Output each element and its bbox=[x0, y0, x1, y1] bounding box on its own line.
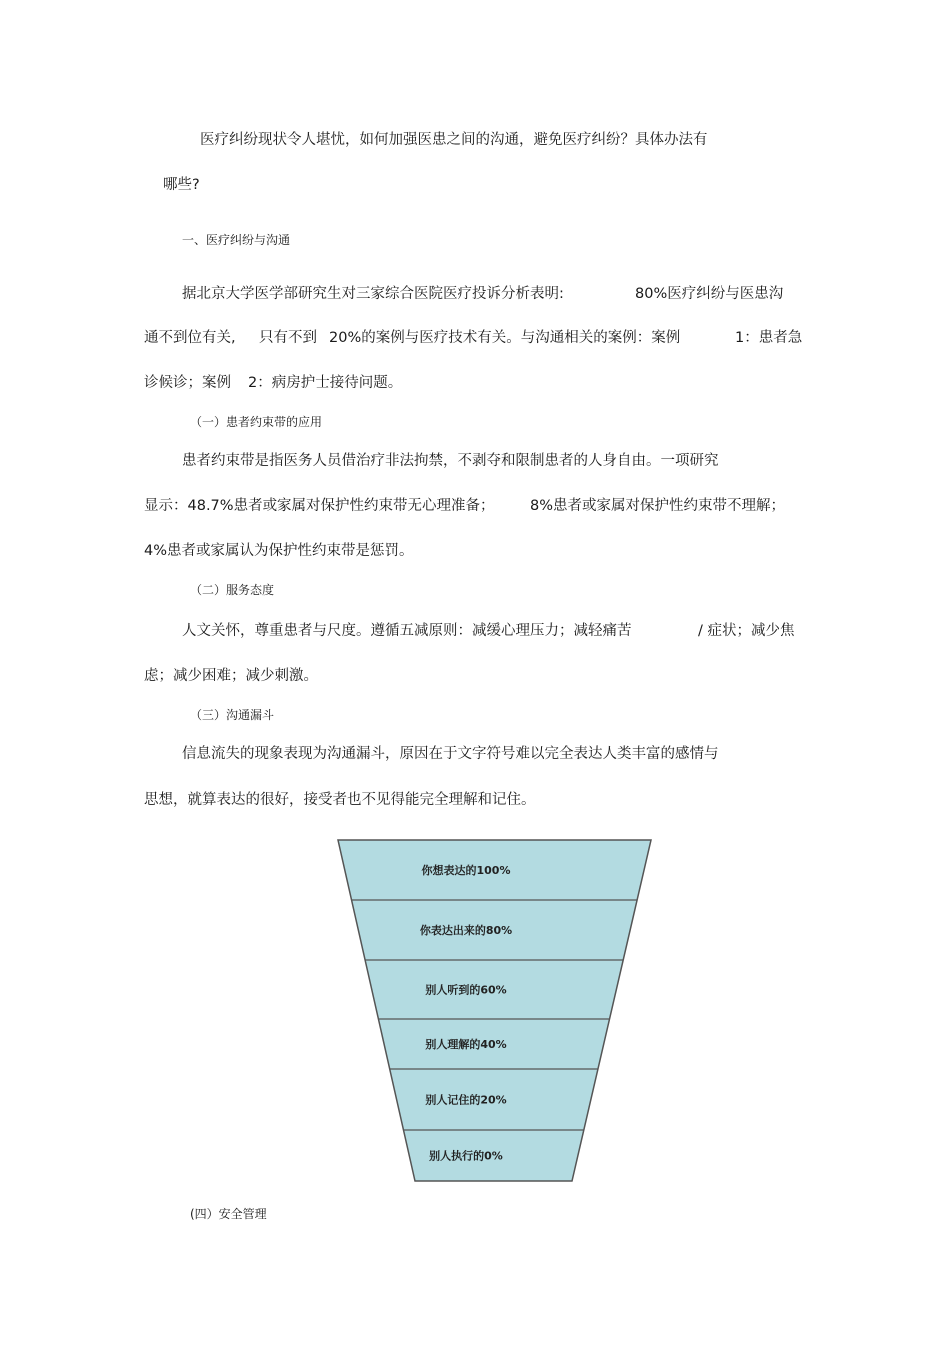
section-1-text: 通不到位有关, bbox=[144, 330, 236, 346]
subsection-1-text: 8%患者或家属对保护性约束带不理解； bbox=[530, 498, 786, 514]
section-1-text: 1：患者急 bbox=[735, 330, 803, 346]
subsection-1-heading: （一）患者约束带的应用 bbox=[190, 415, 323, 429]
section-1-text: 诊候诊；案例 bbox=[144, 375, 231, 391]
title-line-2: 哪些? bbox=[163, 177, 200, 193]
subsection-3-heading: （三）沟通漏斗 bbox=[190, 708, 275, 722]
subsection-2-text: 虑；减少困难；减少刺激。 bbox=[144, 668, 318, 684]
subsection-3-text: 思想，就算表达的很好，接受者也不见得能完全理解和记住。 bbox=[144, 792, 536, 808]
section-1-text: 据北京大学医学部研究生对三家综合医院医疗投诉分析表明: bbox=[182, 286, 564, 302]
section-1-text: 2：病房护士接待问题。 bbox=[248, 375, 403, 391]
subsection-2-heading: （二）服务态度 bbox=[190, 583, 275, 597]
section-1-text: 只有不到 bbox=[259, 330, 317, 346]
subsection-1-text: 4%患者或家属认为保护性约束带是惩罚。 bbox=[144, 543, 414, 559]
subsection-3-text: 信息流失的现象表现为沟通漏斗，原因在于文字符号难以完全表达人类丰富的感情与 bbox=[182, 746, 719, 762]
funnel-level-label: 你表达出来的80% bbox=[419, 924, 513, 937]
funnel-level-label: 别人记住的20% bbox=[425, 1093, 507, 1107]
subsection-1-text: 显示：48.7%患者或家属对保护性约束带无心理准备； bbox=[144, 498, 495, 514]
funnel-level-label: 别人理解的40% bbox=[425, 1038, 507, 1051]
subsection-2-text: / 症状；减少焦 bbox=[698, 623, 795, 639]
funnel-level-label: 别人执行的0% bbox=[429, 1149, 503, 1163]
section-1-text: 80%医疗纠纷与医患沟 bbox=[635, 286, 784, 302]
funnel-level-label: 别人听到的60% bbox=[425, 983, 507, 997]
subsection-1-text: 患者约束带是指医务人员借治疗非法拘禁，不剥夺和限制患者的人身自由。一项研究 bbox=[182, 453, 719, 469]
section-1-text: 20%的案例与医疗技术有关。与沟通相关的案例：案例 bbox=[329, 330, 681, 346]
title-line-1: 医疗纠纷现状令人堪忧，如何加强医患之间的沟通，避免医疗纠纷？具体办法有 bbox=[200, 132, 708, 148]
funnel-level-label: 你想表达的100% bbox=[421, 864, 511, 877]
section-1-heading: 一、医疗纠纷与沟通 bbox=[182, 233, 291, 247]
subsection-2-text: 人文关怀，尊重患者与尺度。遵循五减原则：减缓心理压力；减轻痛苦 bbox=[182, 623, 632, 639]
subsection-4-heading: (四）安全管理 bbox=[190, 1207, 267, 1221]
